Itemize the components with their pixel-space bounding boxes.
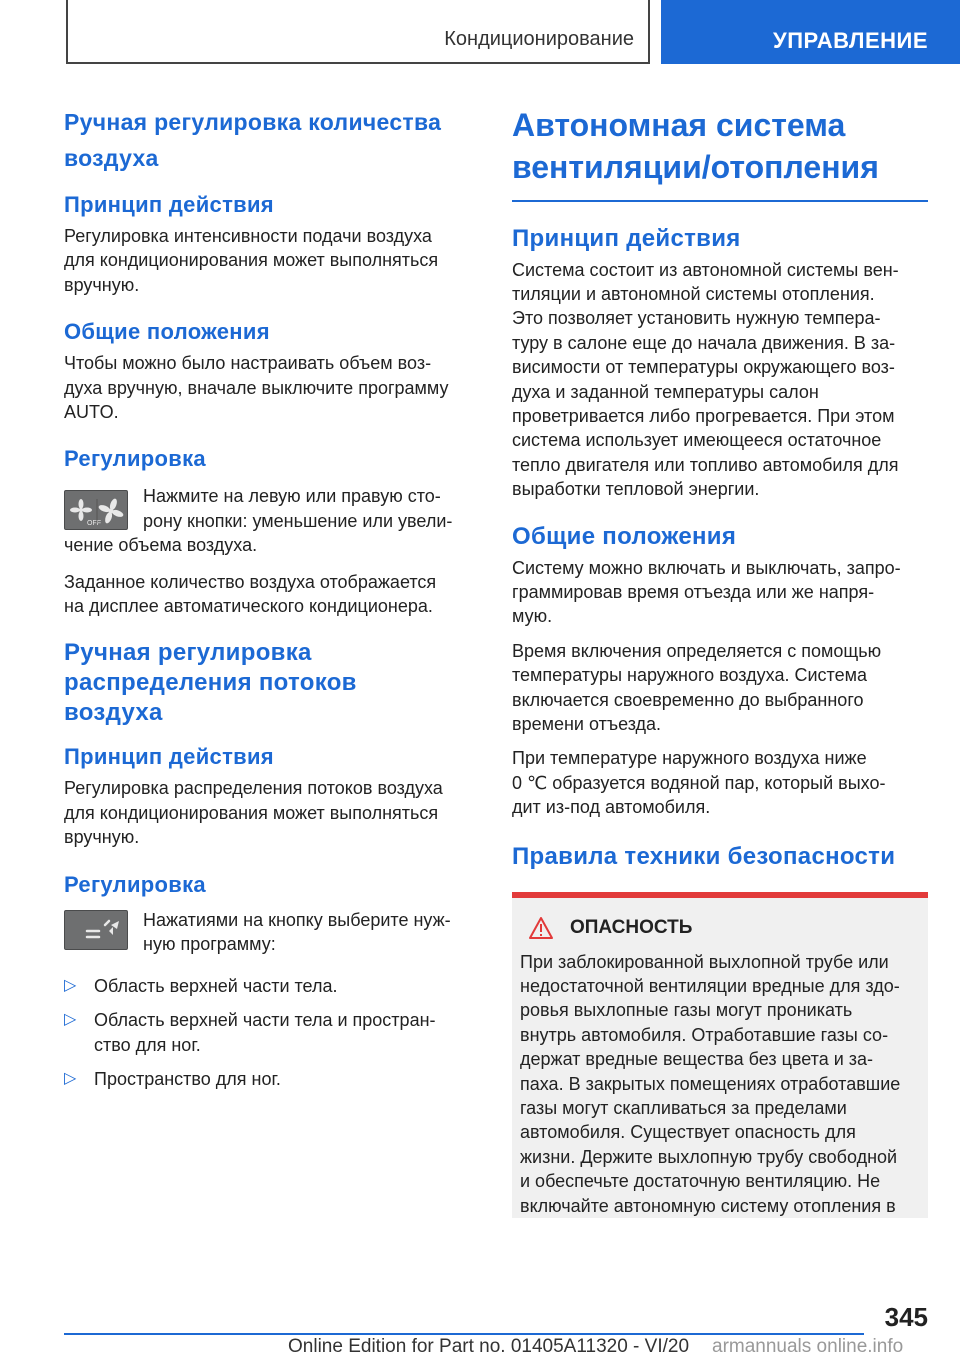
- heading-safety: Правила техники безопасности: [512, 842, 896, 870]
- heading-general: Общие положения: [64, 319, 270, 345]
- list-item: ▷ Область верхней части тела.: [64, 974, 480, 998]
- paragraph-principle-right: Система состоит из автономной системы вен- тиляции и автономной системы отопления. Это позволяет установить нужную темпера- туру в салоне еще до начала движения. В за- висимости от температуры окружающего воз- духа и заданной температуры салон проветривается либо прогревается. При этом система использует имеющееся остаточное тепло двигателя или топливо автомобиля для выработки тепловой энергии.: [512, 259, 899, 500]
- paragraph-general-1: Систему можно включать и выключать, запро- граммировав время отъезда или же напря- мую.: [512, 557, 901, 627]
- page-number: 345: [884, 1302, 928, 1332]
- paragraph-general-2: Время включения определяется с помощью температуры наружного воздуха. Система включается своевременно до выбранного времени отъезда.: [512, 640, 882, 734]
- right-column: [512, 104, 928, 1218]
- triangle-bullet-icon: ▷: [64, 976, 77, 994]
- warning-box: [512, 892, 928, 1218]
- svg-text:OFF: OFF: [87, 520, 101, 528]
- paragraph-adjust: Нажмите на левую или правую сто- рону кнопки: уменьшение или увели-: [143, 486, 453, 531]
- program-list: [64, 974, 480, 1092]
- heading-principle: Принцип действия: [64, 192, 274, 217]
- warning-text: При заблокированной выхлопной трубе или недостаточной вентиляции вредные для здо- ровья выхлопные газы могут проникать внутрь автомобиля. Отработавшие газы со- держат вредные вещества без цвета и за- паха. В закрытых помещениях отработавшие газы могут скапливаться за пределами автомобиля. Существует опасность для жизни. Держите выхлопную трубу свободной и обеспечьте достаточную вентиляцию. Не включайте автономную систему отопления в: [520, 951, 901, 1216]
- triangle-bullet-icon: ▷: [64, 1069, 77, 1087]
- paragraph-adjust-2: Нажатиями на кнопку выберите нуж- ную программу:: [143, 909, 451, 955]
- paragraph-adjust-cont: чение объема воздуха.: [64, 535, 258, 556]
- paragraph-principle-2: Регулировка распределения потоков воздуха для кондиционирования может выполняться вручную.: [64, 778, 443, 848]
- air-distribution-button-icon: [64, 910, 128, 950]
- warning-header: [520, 916, 920, 940]
- footer-edition: Online Edition for Part no. 01405A11320 - VI/20: [288, 1336, 690, 1357]
- heading-general-right: Общие положения: [512, 522, 737, 550]
- paragraph-general-3: При температуре наружного воздуха ниже 0 ℃ образуется водяной пар, который выхо- дит из-под автомобиля.: [512, 748, 886, 818]
- heading-principle-2: Принцип действия: [64, 744, 274, 770]
- warning-triangle-icon: [528, 916, 554, 940]
- adjust-block-2: [64, 908, 480, 958]
- heading-manual-air-distribution: Ручная регулировка распределения потоков воздуха: [64, 639, 357, 727]
- triangle-bullet-icon: ▷: [64, 1011, 77, 1029]
- heading-underline: [512, 200, 928, 202]
- list-item: ▷ Пространство для ног.: [64, 1067, 480, 1091]
- fan-speed-button-icon: [64, 490, 128, 530]
- footer-rule: [64, 1333, 864, 1335]
- heading-adjust-2: Регулировка: [64, 871, 206, 897]
- chapter-tab[interactable]: УПРАВЛЕНИЕ: [661, 0, 960, 64]
- left-column: [64, 104, 480, 1091]
- paragraph-display: Заданное количество воздуха отображается на дисплее автоматического кондиционера.: [64, 571, 437, 617]
- warning-title: ОПАСНОСТЬ: [570, 916, 693, 938]
- heading-autonomous-system: Автономная система вентиляции/отопления: [512, 107, 879, 185]
- heading-manual-air-volume: Ручная регулировка количества воздуха: [64, 109, 442, 171]
- list-item: ▷ Область верхней части тела и простран- ство для ног.: [64, 1008, 480, 1057]
- heading-adjust: Регулировка: [64, 446, 206, 472]
- heading-principle-right: Принцип действия: [512, 224, 741, 252]
- section-title: Кондиционирование: [444, 28, 634, 50]
- paragraph-principle: Регулировка интенсивности подачи воздуха для кондиционирования может выполняться вручную.: [64, 226, 439, 295]
- footer-watermark: armannuals online.info: [712, 1336, 904, 1357]
- paragraph-general: Чтобы можно было настраивать объем воз- духа вручную, вначале выключите программу AUTO.: [64, 353, 449, 423]
- adjust-block: [64, 484, 480, 557]
